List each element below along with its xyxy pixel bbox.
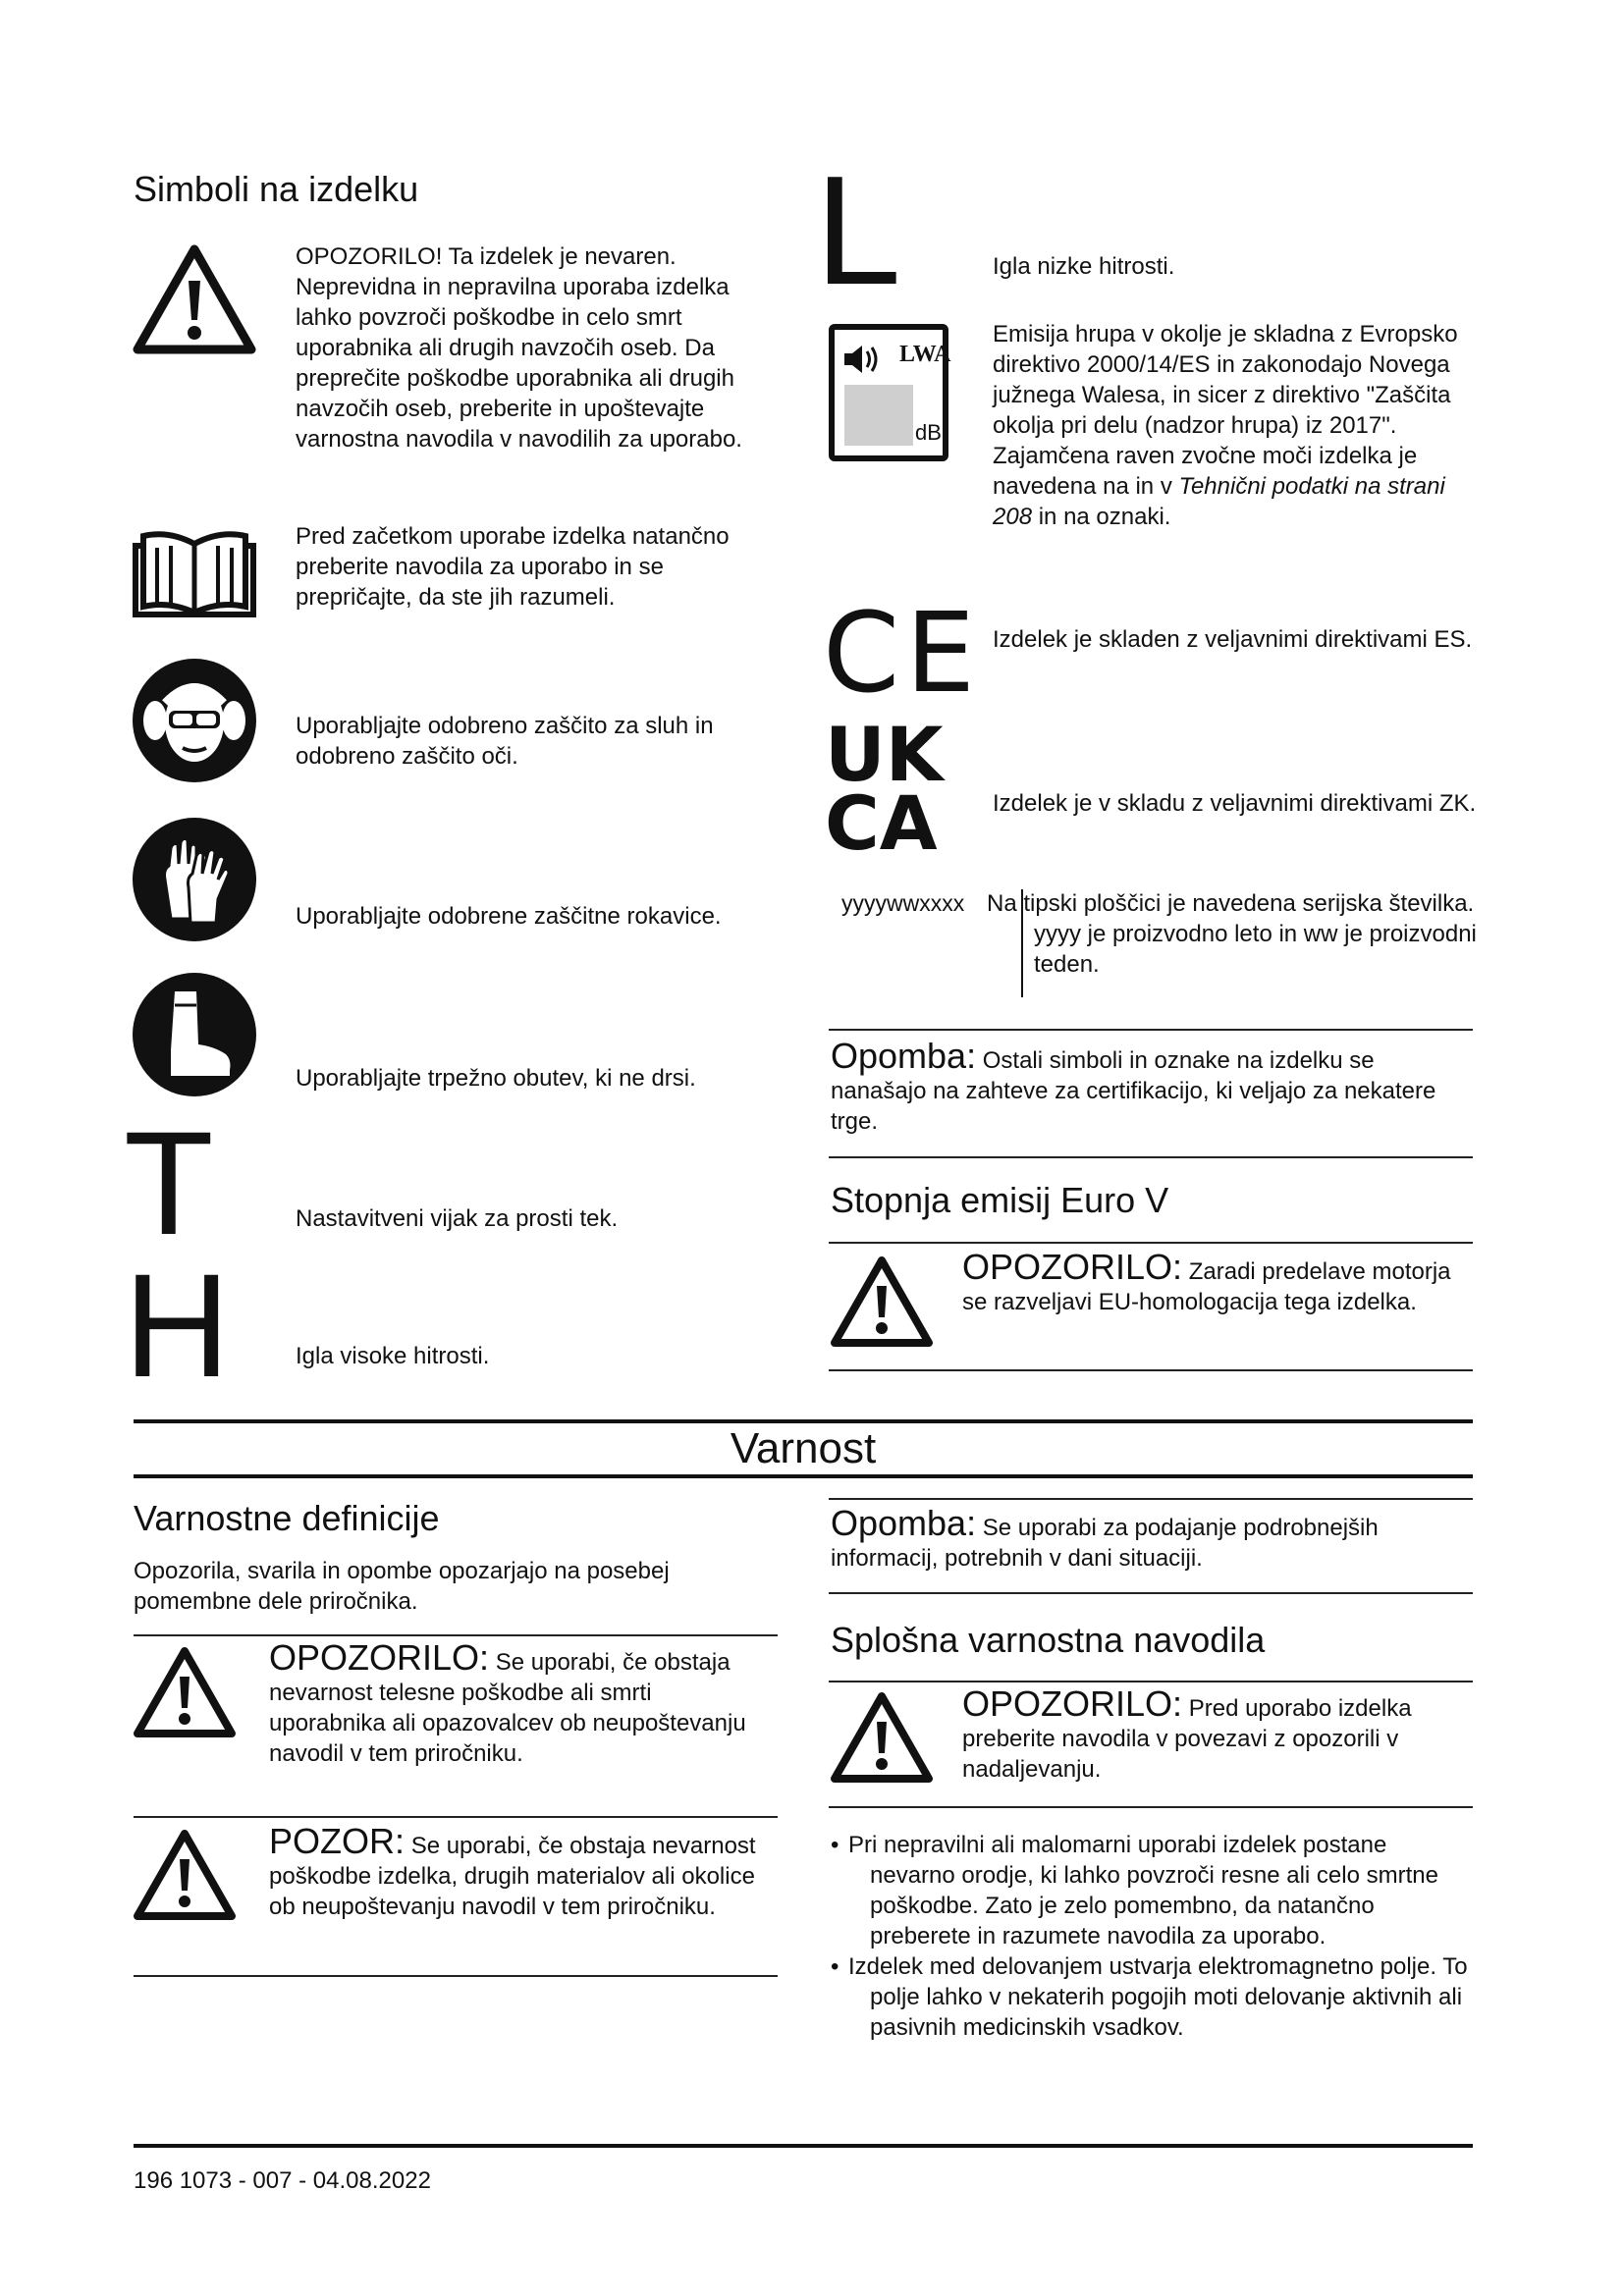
bullet-marker: •: [831, 1832, 839, 1858]
symbol-gloves-text: Uporabljajte odobrene zaščitne rokavice.: [296, 903, 722, 930]
symbol-l-text: Igla nizke hitrosti.: [993, 253, 1175, 280]
general-warning-top-rule: [829, 1681, 1473, 1682]
serial-text-content: Na tipski ploščici je navedena serijska številka. yyyy je proizvodno leto in ww je proizvodni teden.: [987, 890, 1477, 978]
safety-bottom-rule: [134, 1474, 1473, 1478]
symbols-title: Simboli na izdelku: [134, 169, 419, 209]
warning-triangle-icon: [829, 1255, 935, 1349]
symbol-h-text: Igla visoke hitrosti.: [296, 1343, 490, 1369]
definitions-title: Varnostne definicije: [134, 1498, 440, 1538]
definition-warning: [269, 1637, 770, 1769]
definition-warning-top-rule: [134, 1634, 778, 1636]
noise-text-1: Emisija hrupa v okolje je skladna z Evropsko direktivo 2000/14/ES in zakonodajo Novega južnega Walesa, in sicer z direktivo "Zaščita okolja pri delu (nadzor hrupa) iz 2017". Zajamčena raven zvočne moči izdelka je navedena na in v: [993, 321, 1458, 500]
tech-data-link[interactable]: Tehnični podatki na strani 208: [993, 473, 1445, 530]
noise-label-icon: [829, 324, 951, 461]
symbol-boots-text: Uporabljajte trpežno obutev, ki ne drsi.: [296, 1065, 696, 1092]
ukca-mark-ca: CA: [825, 779, 938, 867]
general-warning: [962, 1683, 1463, 1785]
definition-caution: [269, 1821, 770, 1922]
emission-bottom-rule: [829, 1369, 1473, 1371]
ukca-mark: [825, 711, 944, 867]
emission-top-rule: [829, 1242, 1473, 1244]
list-item: [831, 1830, 1469, 1951]
high-speed-needle-letter-h: H: [124, 1243, 231, 1408]
warning-triangle-icon: [829, 1690, 935, 1785]
hearing-eye-protection-icon: [132, 658, 257, 783]
definition-caution-bottom-rule: [134, 1975, 778, 1977]
definitions-intro: Opozorila, svarila in opombe opozarjajo na posebej pomembne dele priročnika.: [134, 1558, 670, 1615]
general-warning-bottom-rule: [829, 1806, 1473, 1808]
note1-label: Opomba:: [831, 1036, 977, 1076]
noise-text-2: in na oznaki.: [1038, 504, 1171, 530]
symbol-ppe-text: Uporabljajte odobreno zaščito za sluh in odobreno zaščito oči.: [296, 713, 714, 770]
emission-title: Stopnja emisij Euro V: [831, 1180, 1169, 1220]
symbol-ce-text: Izdelek je skladen z veljavnimi direktivami ES.: [993, 626, 1473, 653]
note2-bottom-rule: [829, 1592, 1473, 1594]
bullet-text: Pri nepravilni ali malomarni uporabi izdelek postane nevarno orodje, ki lahko povzroči resne ali celo smrtne poškodbe. Zato je zelo pomembno, da natančno preberete in razumete navodila za uporabo.: [848, 1832, 1438, 1949]
emission-warning-text: Zaradi predelave motorja se razveljavi EU-homologacija tega izdelka.: [962, 1258, 1451, 1315]
footer-doc-id: 196 1073 - 007 - 04.08.2022: [134, 2167, 431, 2194]
symbol-noise-text: [993, 319, 1484, 532]
safety-heading: Varnost: [730, 1424, 877, 1472]
note2-top-rule: [829, 1498, 1473, 1500]
caution-triangle-icon: [132, 1828, 238, 1922]
idle-screw-letter-t: T: [124, 1100, 214, 1265]
ukca-mark-uk: UK: [825, 711, 944, 798]
lwa-label: LWA: [899, 342, 951, 367]
warning-triangle-icon: [132, 241, 257, 357]
note1-bottom-rule: [829, 1156, 1473, 1158]
serial-code: yyyywwxxxx: [841, 890, 965, 916]
bullet-marker: •: [831, 1953, 839, 1980]
symbol-manual-text: Pred začetkom uporabe izdelka natančno preberite navodila za uporabo in se prepričajte, da ste jih razumeli.: [296, 523, 730, 611]
definition-caution-label: POZOR:: [269, 1821, 406, 1861]
boots-icon: [132, 972, 257, 1097]
emission-warning-label: OPOZORILO:: [962, 1247, 1183, 1287]
note2-label: Opomba:: [831, 1503, 977, 1543]
gloves-icon: [132, 817, 257, 942]
definition-warning-label: OPOZORILO:: [269, 1637, 490, 1678]
note2-text: Se uporabi za podajanje podrobnejših informacij, potrebnih v dani situaciji.: [831, 1515, 1379, 1572]
bullet-text: Izdelek med delovanjem ustvarja elektromagnetno polje. To polje lahko v nekaterih pogojih moti delovanje aktivnih ali pasivnih medicinskih vsadkov.: [848, 1953, 1468, 2041]
symbol-warning-text: OPOZORILO! Ta izdelek je nevaren. Neprevidna in nepravilna uporaba izdelka lahko povzroči poškodbe in celo smrt uporabnika ali drugih navzočih oseb. Da preprečite poškodbe uporabnika ali drugih navzočih oseb, preberite in upoštevajte varnostna navodila v navodilih za uporabo.: [296, 243, 742, 453]
footer-rule: [134, 2144, 1473, 2148]
note1-text: Ostali simboli in oznake na izdelku se nanašajo na zahteve za certifikacijo, ki veljajo za nekatere trge.: [831, 1047, 1436, 1135]
speaker-icon: [840, 340, 884, 379]
symbol-ukca-text: Izdelek je v skladu z veljavnimi direktivami ZK.: [993, 790, 1477, 817]
db-label: dB: [915, 420, 942, 445]
note1: [831, 1036, 1469, 1137]
read-manual-icon: [132, 526, 257, 618]
low-speed-needle-letter-l: L: [815, 144, 901, 317]
definition-caution-text: Se uporabi, če obstaja nevarnost poškodbe izdelka, drugih materialov ali okolice ob neupoštevanju navodil v tem priročniku.: [269, 1833, 756, 1920]
general-warning-label: OPOZORILO:: [962, 1683, 1183, 1724]
ce-mark: CE: [823, 590, 981, 718]
list-item: [831, 1951, 1469, 2043]
warning-triangle-icon: [132, 1645, 238, 1739]
definition-warning-text: Se uporabi, če obstaja nevarnost telesne poškodbe ali smrti uporabnika ali opazovalcev ob neupoštevanju navodil v tem priročniku.: [269, 1649, 746, 1767]
definition-warning-bottom-rule: [134, 1816, 778, 1818]
note1-top-rule: [829, 1029, 1473, 1031]
emission-warning: [962, 1247, 1463, 1317]
note2: [831, 1503, 1469, 1574]
general-warning-text: Pred uporabo izdelka preberite navodila v povezavi z opozorili v nadaljevanju.: [962, 1695, 1412, 1783]
symbol-t-text: Nastavitveni vijak za prosti tek.: [296, 1205, 619, 1232]
serial-text: [987, 888, 1478, 980]
general-title: Splošna varnostna navodila: [831, 1620, 1266, 1660]
general-bullet-list: [831, 1830, 1469, 2043]
noise-value-box: [844, 385, 913, 446]
